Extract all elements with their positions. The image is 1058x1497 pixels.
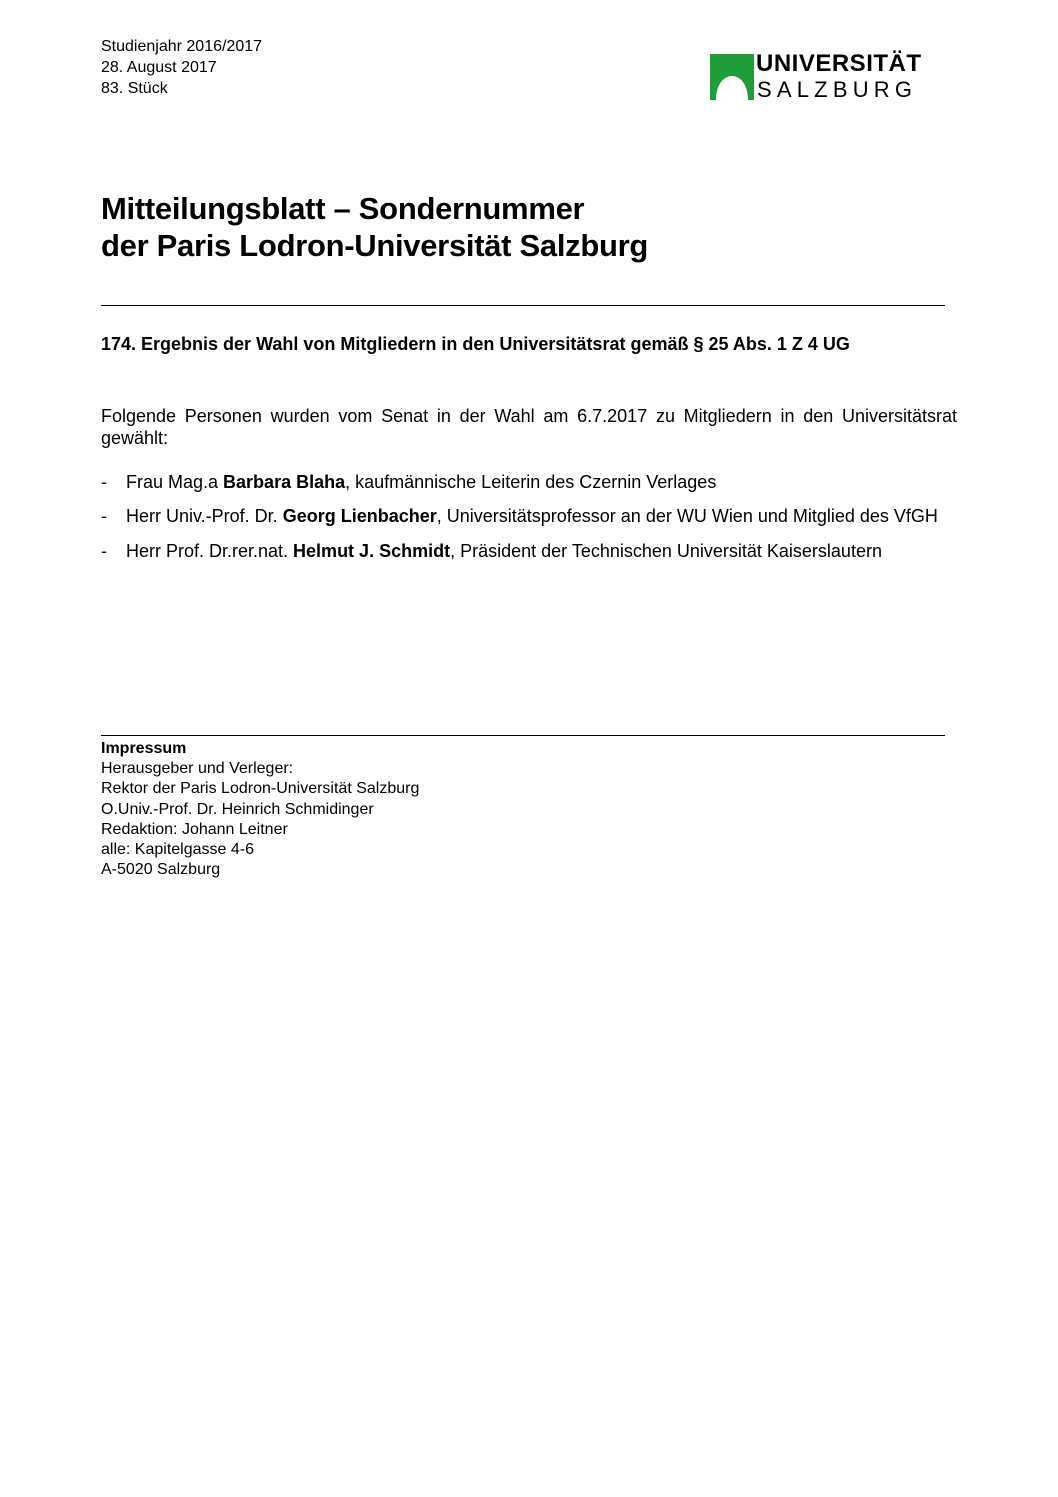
- academic-year: Studienjahr 2016/2017: [101, 38, 263, 55]
- list-bullet: -: [101, 472, 107, 492]
- divider-bottom: [101, 735, 945, 736]
- impressum-heading: Impressum: [101, 740, 187, 757]
- title-line-2: der Paris Lodron-Universität Salzburg: [101, 228, 649, 263]
- impressum-line: Rektor der Paris Lodron-Universität Salzburg: [101, 780, 420, 798]
- list-bullet: -: [101, 541, 107, 561]
- logo-text-universitaet: UNIVERSITÄT: [756, 50, 922, 77]
- member-description: , Universitätsprofessor an der WU Wien und Mitglied des VfGH: [436, 506, 938, 526]
- impressum-line: Herausgeber und Verleger:: [101, 760, 294, 778]
- member-description: , Präsident der Technischen Universität Kaiserslautern: [450, 541, 882, 561]
- issue-number: 83. Stück: [101, 80, 168, 97]
- member-prefix: Herr Prof. Dr.rer.nat.: [126, 541, 294, 561]
- impressum-line: Redaktion: Johann Leitner: [101, 820, 288, 838]
- impressum-line: alle: Kapitelgasse 4-6: [101, 841, 254, 859]
- title-line-1: Mitteilungsblatt – Sondernummer: [101, 191, 585, 226]
- university-logo: [710, 52, 920, 104]
- list-item: [101, 471, 961, 493]
- section-intro: Folgende Personen wurden vom Senat in der Wahl am 6.7.2017 zu Mitgliedern in den Universitätsrat gewählt:: [101, 406, 957, 448]
- elected-members-list: [101, 471, 961, 562]
- member-prefix: Herr Univ.-Prof. Dr.: [126, 506, 283, 526]
- university-logo-icon: [710, 54, 754, 100]
- member-name: Georg Lienbacher: [282, 506, 437, 526]
- member-description: , kaufmännische Leiterin des Czernin Verlages: [345, 472, 717, 492]
- page-title: [101, 190, 648, 264]
- issue-date: 28. August 2017: [101, 59, 217, 76]
- divider-top: [101, 305, 945, 306]
- member-name: Barbara Blaha: [223, 472, 346, 492]
- logo-text-salzburg: SALZBURG: [757, 77, 918, 102]
- impressum: [101, 739, 419, 880]
- impressum-line: A-5020 Salzburg: [101, 861, 221, 879]
- list-item: [101, 505, 961, 527]
- member-name: Helmut J. Schmidt: [293, 541, 451, 561]
- list-item: [101, 540, 961, 562]
- list-bullet: -: [101, 506, 107, 526]
- member-prefix: Frau Mag.a: [126, 472, 224, 492]
- document-meta: [101, 36, 262, 99]
- impressum-line: O.Univ.-Prof. Dr. Heinrich Schmidinger: [101, 800, 374, 818]
- section-heading: 174. Ergebnis der Wahl von Mitgliedern in den Universitätsrat gemäß § 25 Abs. 1 Z 4 UG: [101, 334, 850, 354]
